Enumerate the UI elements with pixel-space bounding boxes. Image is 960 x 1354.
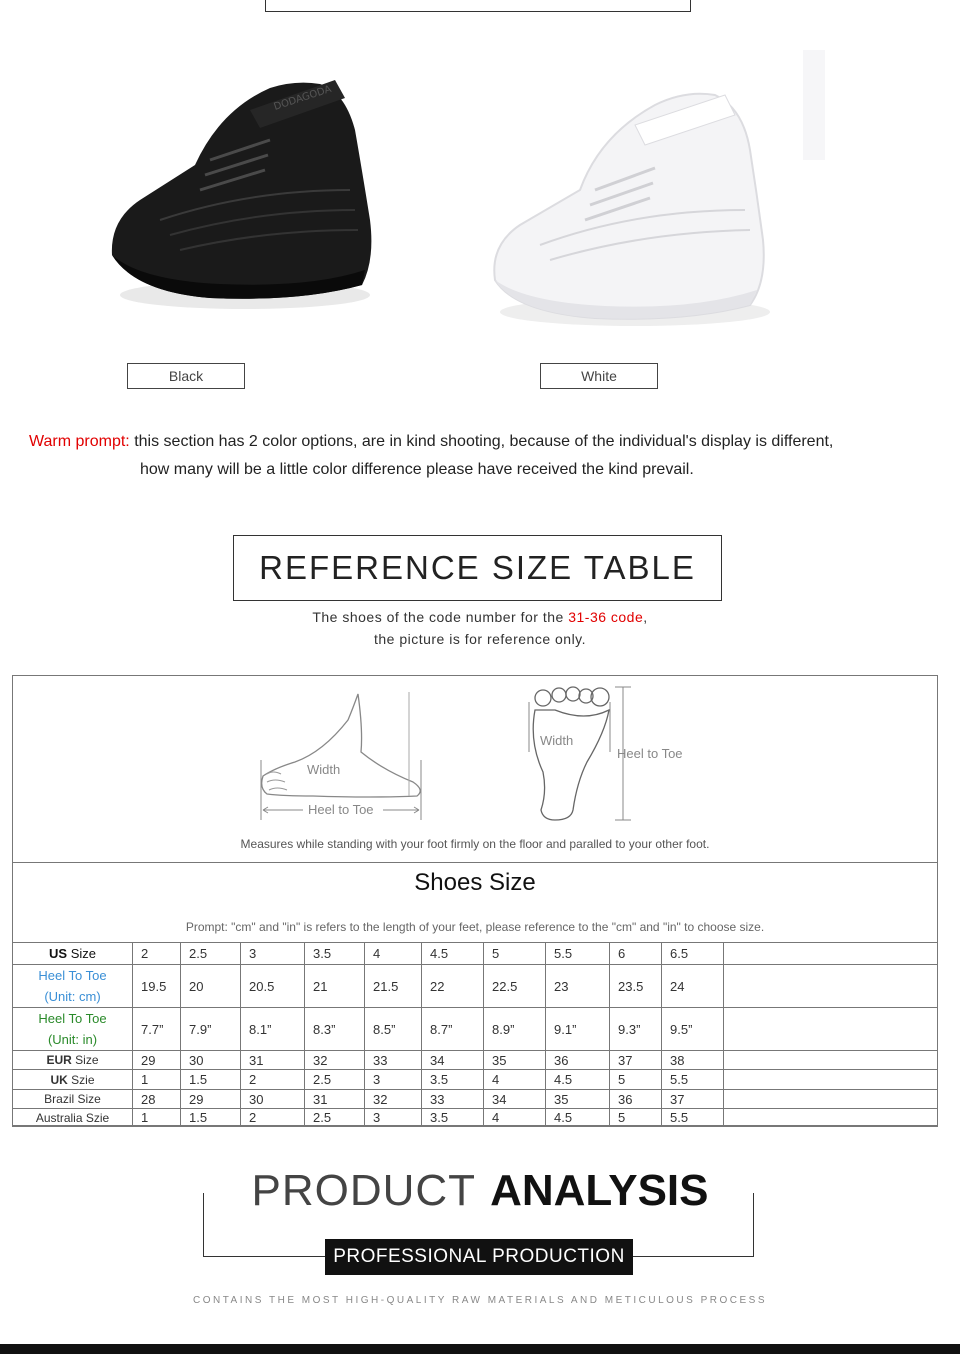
shoes-size-prompt: Prompt: "cm" and "in" is refers to the length of your feet, please reference to the "cm" and "in" to choose size.: [185, 920, 765, 934]
table-cell-empty: [724, 1109, 938, 1127]
table-cell-empty: [724, 1090, 938, 1109]
reference-sub-after: ,: [643, 609, 648, 625]
table-cell: 38: [662, 1051, 724, 1070]
table-cell: 3.5: [305, 943, 365, 965]
warm-prompt-line1: this section has 2 color options, are in kind shooting, because of the individual's display is different,: [129, 433, 834, 450]
reference-size-title: REFERENCE SIZE TABLE: [233, 535, 722, 601]
reference-sub-code: 31-36 code: [568, 609, 644, 625]
row-header-us: US Size: [13, 943, 133, 965]
product-analysis-caption: CONTAINS THE MOST HIGH-QUALITY RAW MATERIALS AND METICULOUS PROCESS: [192, 1295, 768, 1306]
warm-prompt: [29, 428, 834, 478]
table-cell: 1: [133, 1109, 181, 1127]
table-cell: 35: [546, 1090, 610, 1109]
top-heel-to-toe-label: Heel to Toe: [617, 746, 683, 761]
table-cell: 4.5: [546, 1070, 610, 1090]
white-color-label[interactable]: White: [540, 363, 658, 389]
table-cell: 37: [610, 1051, 662, 1070]
table-cell: 33: [422, 1090, 484, 1109]
table-cell: 29: [181, 1090, 241, 1109]
table-cell: 34: [422, 1051, 484, 1070]
table-cell: 30: [241, 1090, 305, 1109]
table-cell: 9.1”: [546, 1008, 610, 1051]
table-cell: 5: [610, 1109, 662, 1127]
table-cell: 2.5: [181, 943, 241, 965]
table-cell: 36: [610, 1090, 662, 1109]
table-cell: 35: [484, 1051, 546, 1070]
table-cell: 30: [181, 1051, 241, 1070]
table-cell: 8.1”: [241, 1008, 305, 1051]
table-cell: 9.3”: [610, 1008, 662, 1051]
table-cell: 7.9”: [181, 1008, 241, 1051]
table-cell: 2.5: [305, 1070, 365, 1090]
table-cell: 1.5: [181, 1070, 241, 1090]
row-header-eur: EUR Size: [13, 1051, 133, 1070]
top-frame-decoration: [265, 0, 691, 12]
table-cell: 2.5: [305, 1109, 365, 1127]
side-foot-diagram: [253, 690, 433, 820]
row-header-brazil: Brazil Size: [13, 1090, 133, 1109]
table-row: [13, 965, 938, 1008]
table-cell: 2: [241, 1070, 305, 1090]
table-cell-empty: [724, 1070, 938, 1090]
table-cell: 8.3”: [305, 1008, 365, 1051]
row-header-in: Heel To Toe (Unit: in): [13, 1008, 133, 1051]
table-cell-empty: [724, 943, 938, 965]
svg-text:DODAGODA: DODAGODA: [272, 83, 333, 113]
table-cell: 28: [133, 1090, 181, 1109]
table-cell: 4: [484, 1070, 546, 1090]
table-cell: 3: [365, 1109, 422, 1127]
table-cell: 21: [305, 965, 365, 1008]
row-header-cm: Heel To Toe (Unit: cm): [13, 965, 133, 1008]
table-cell: 37: [662, 1090, 724, 1109]
table-cell: 32: [305, 1051, 365, 1070]
reference-subtitle-line1: [0, 609, 960, 625]
table-cell: 6: [610, 943, 662, 965]
table-cell-empty: [724, 1051, 938, 1070]
table-cell: 23.5: [610, 965, 662, 1008]
table-cell: 4.5: [546, 1109, 610, 1127]
table-row: [13, 1109, 938, 1127]
table-cell: 5.5: [662, 1070, 724, 1090]
side-heel-to-toe-label: Heel to Toe: [308, 802, 374, 817]
product-analysis-title-bold: ANALYSIS: [490, 1166, 709, 1215]
table-cell: 33: [365, 1051, 422, 1070]
row-header-uk: UK Szie: [13, 1070, 133, 1090]
table-cell: 31: [241, 1051, 305, 1070]
table-row: [13, 943, 938, 965]
row-header-australia: Australia Szie: [13, 1109, 133, 1127]
table-cell-empty: [724, 1008, 938, 1051]
table-cell: 24: [662, 965, 724, 1008]
table-cell: 7.7”: [133, 1008, 181, 1051]
table-cell: 36: [546, 1051, 610, 1070]
table-cell: 23: [546, 965, 610, 1008]
panel-divider: [13, 862, 937, 863]
black-shoe-image: [100, 70, 390, 320]
table-cell: 3: [241, 943, 305, 965]
table-row: [13, 1051, 938, 1070]
table-cell: 1: [133, 1070, 181, 1090]
reference-sub-before: The shoes of the code number for the: [312, 609, 569, 625]
table-cell: 9.5”: [662, 1008, 724, 1051]
table-cell: 4: [365, 943, 422, 965]
table-cell: 5: [610, 1070, 662, 1090]
top-width-label: Width: [540, 733, 574, 748]
table-row: [13, 1008, 938, 1051]
table-cell: 1.5: [181, 1109, 241, 1127]
table-cell: 5.5: [546, 943, 610, 965]
table-row: [13, 1070, 938, 1090]
table-cell: 8.5”: [365, 1008, 422, 1051]
table-cell: 2: [241, 1109, 305, 1127]
table-cell: 5.5: [662, 1109, 724, 1127]
table-cell: 20.5: [241, 965, 305, 1008]
table-cell: 21.5: [365, 965, 422, 1008]
table-cell-empty: [724, 965, 938, 1008]
professional-production-bar: PROFESSIONAL PRODUCTION: [325, 1239, 633, 1275]
table-cell: 8.7”: [422, 1008, 484, 1051]
table-cell: 3.5: [422, 1070, 484, 1090]
table-cell: 4: [484, 1109, 546, 1127]
table-cell: 2: [133, 943, 181, 965]
measure-note: Measures while standing with your foot firmly on the floor and paralled to your other foot.: [240, 837, 710, 851]
table-cell: 34: [484, 1090, 546, 1109]
table-cell: 31: [305, 1090, 365, 1109]
white-shoe-image: [485, 50, 825, 340]
size-table: [12, 942, 938, 1127]
product-analysis-title-thin: PRODUCT: [251, 1166, 477, 1215]
table-cell: 32: [365, 1090, 422, 1109]
table-cell: 4.5: [422, 943, 484, 965]
table-cell: 29: [133, 1051, 181, 1070]
table-cell: 5: [484, 943, 546, 965]
reference-subtitle-line2: the picture is for reference only.: [373, 631, 587, 647]
table-cell: 8.9”: [484, 1008, 546, 1051]
black-color-label[interactable]: Black: [127, 363, 245, 389]
shoes-size-title: Shoes Size: [414, 869, 536, 896]
warm-prompt-line2: how many will be a little color difference please have received the kind prevail.: [140, 461, 694, 478]
size-panel: [12, 675, 938, 1126]
product-analysis-title: [0, 1166, 960, 1216]
bottom-bar: [0, 1344, 960, 1354]
table-row: [13, 1090, 938, 1109]
table-cell: 6.5: [662, 943, 724, 965]
side-width-label: Width: [307, 762, 341, 777]
table-cell: 3: [365, 1070, 422, 1090]
table-cell: 3.5: [422, 1109, 484, 1127]
warm-prompt-lead: Warm prompt:: [29, 433, 130, 450]
table-cell: 22.5: [484, 965, 546, 1008]
table-cell: 20: [181, 965, 241, 1008]
table-cell: 19.5: [133, 965, 181, 1008]
table-cell: 22: [422, 965, 484, 1008]
